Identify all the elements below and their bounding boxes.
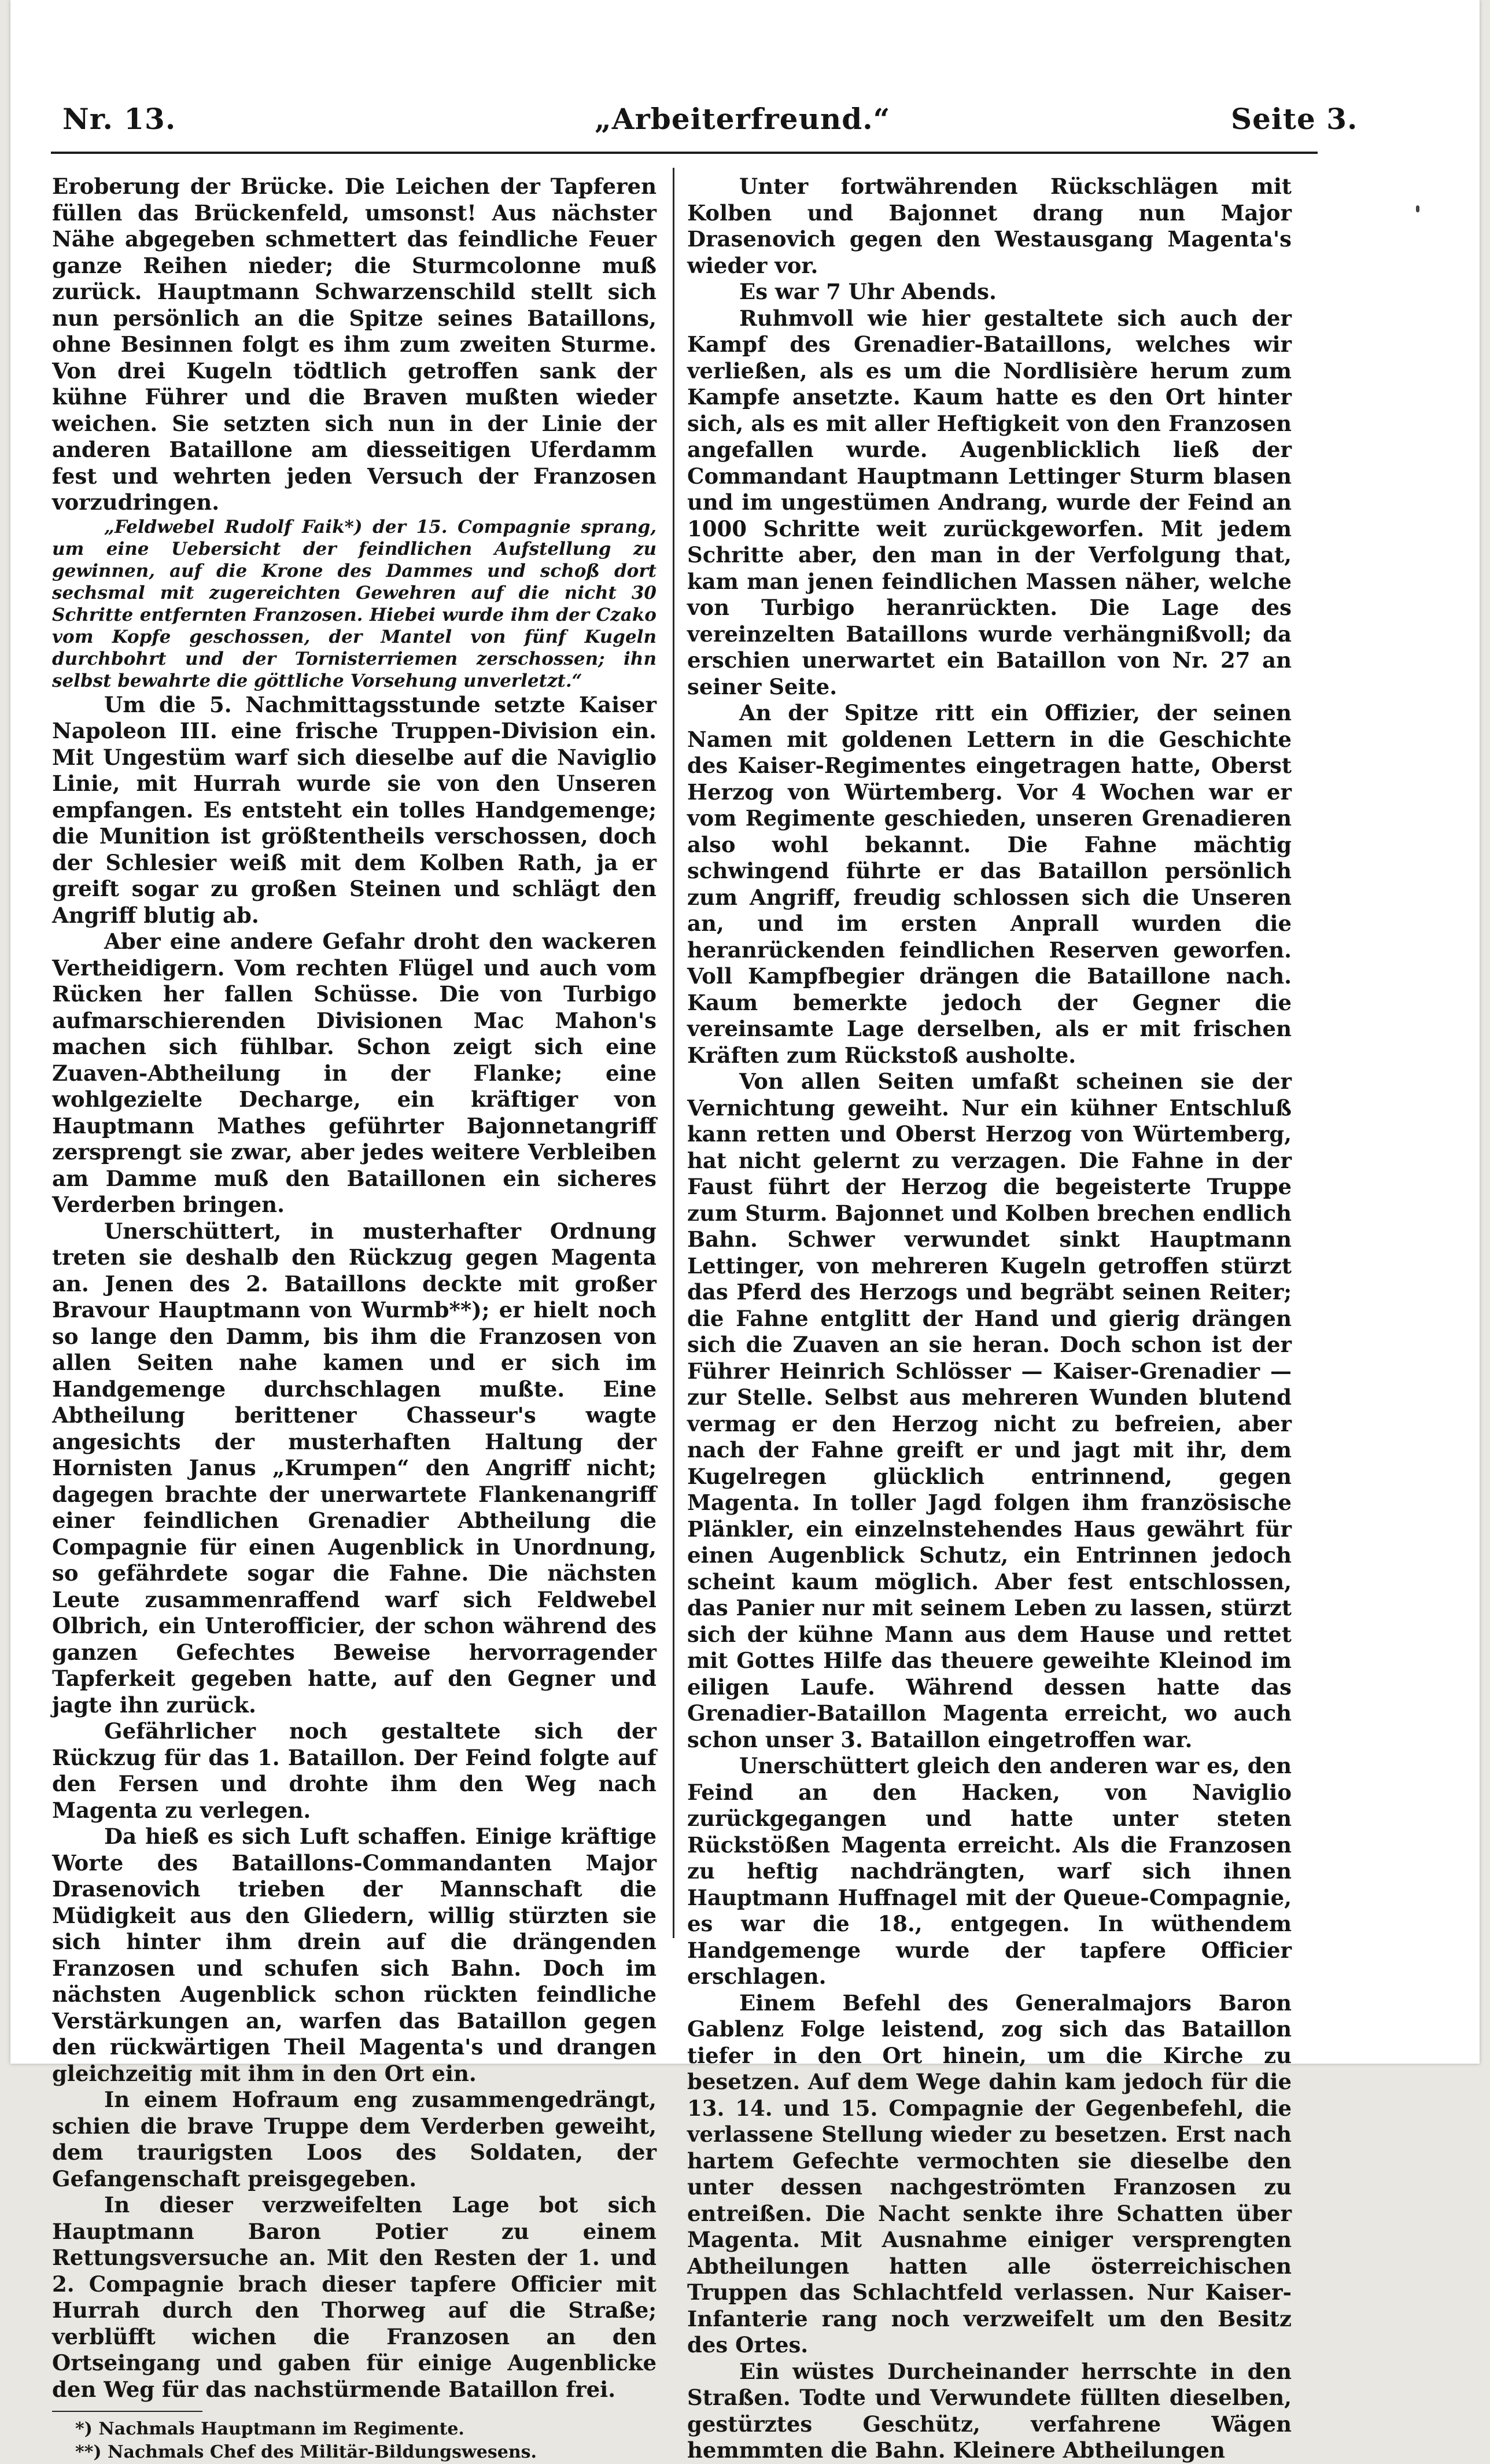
paragraph: Unter fortwährenden Rückschlägen mit Kolben und Bajonnet drang nun Major Drasenovich gegen den Westausgang Magenta's wieder vor. <box>687 174 1292 278</box>
paragraph: Ruhmvoll wie hier gestaltete sich auch der Kampf des Grenadier-Bataillons, welches wir verließen, als es um die Nordlisière herum zum Kampfe ansetzte. Kaum hatte es den Ort hinter sich, als es mit aller Heftigkeit von den Franzosen angefallen wurde. Augenblicklich ließ der Commandant Hauptmann Lettinger Sturm blasen und im ungestümen Andrang, wurde der Feind an 1000 Schritte weit zurückgeworfen. Mit jedem Schritte aber, den man in der Verfolgung that, kam man jenen feindlichen Massen näher, welche von Turbigo heranrückten. Die Lage des vereinzelten Bataillons wurde verhängnißvoll; da erschien unerwartet ein Bataillon von Nr. 27 an seiner Seite. <box>687 305 1292 699</box>
paragraph: Um die 5. Nachmittagsstunde setzte Kaiser Napoleon III. eine frische Truppen-Division ein. Mit Ungestüm warf sich dieselbe auf die Naviglio Linie, mit Hurrah wurde sie von den Unseren empfangen. Es entsteht ein tolles Handgemenge; die Munition ist größtentheils verschossen, doch der Schlesier weiß mit dem Kolben Rath, ja er greift sogar zu großen Steinen und schlägt den Angriff blutig ab. <box>52 691 657 928</box>
page-number: Seite 3. <box>1231 102 1358 136</box>
right-column <box>687 174 1292 2464</box>
paragraph: Aber eine andere Gefahr droht den wackeren Vertheidigern. Vom rechten Flügel und auch vom Rücken her fallen Schüsse. Die von Turbigo aufmarschierenden Divisionen Mac Mahon's machen sich fühlbar. Schon zeigt sich eine Zuaven-Abtheilung in der Flanke; eine wohlgezielte Decharge, ein kräftiger von Hauptmann Mathes geführter Bajonnetangriff zersprengt sie zwar, aber jedes weitere Verbleiben am Damme muß den Bataillonen ein sicheres Verderben bringen. <box>52 929 657 1217</box>
masthead-title: „Arbeiterfreund.“ <box>595 102 891 136</box>
paragraph: An der Spitze ritt ein Offizier, der seinen Namen mit goldenen Lettern in die Geschichte des Kaiser-Regimentes eingetragen hatte, Oberst Herzog von Würtemberg. Vor 4 Wochen war er vom Regimente geschieden, unseren Grenadieren also wohl bekannt. Die Fahne mächtig schwingend führte er das Bataillon persönlich zum Angriff, freudig schlossen sich die Unseren an, und im ersten Anprall wurden die heranrückenden feindlichen Reserven geworfen. Voll Kampfbegier drängen die Bataillone nach. Kaum bemerkte jedoch der Gegner die vereinsamte Lage derselben, als er mit frischen Kräften zum Rückstoß ausholte. <box>687 700 1292 1068</box>
paragraph: Einem Befehl des Generalmajors Baron Gablenz Folge leistend, zog sich das Bataillon tiefer in den Ort hinein, um die Kirche zu besetzen. Auf dem Wege dahin kam jedoch für die 13. 14. und 15. Compagnie der Gegenbefehl, die verlassene Stellung wieder zu besetzen. Erst nach hartem Gefechte vermochten sie dieselbe den unter dessen nachgeströmten Franzosen zu entreißen. Die Nacht senkte ihre Schatten über Magenta. Mit Ausnahme einiger versprengten Abtheilungen hatten alle österreichischen Truppen das Schlachtfeld verlassen. Nur Kaiser-Infanterie rang noch verzweifelt um den Besitz des Ortes. <box>687 1990 1292 2358</box>
paragraph: Da hieß es sich Luft schaffen. Einige kräftige Worte des Bataillons-Commandanten Major Drasenovich trieben der Mannschaft die Müdigkeit aus den Gliedern, willig stürzten sie sich hinter ihm drein auf die drängenden Franzosen und schufen sich Bahn. Doch im nächsten Augenblick schon rückten feindliche Verstärkungen an, warfen das Bataillon gegen den rückwärtigen Theil Magenta's und drangen gleichzeitig mit ihm in den Ort ein. <box>52 1824 657 2086</box>
header-rule <box>51 152 1318 154</box>
paragraph: Eroberung der Brücke. Die Leichen der Tapferen füllen das Brückenfeld, umsonst! Aus nächster Nähe abgegeben schmettert das feindliche Feuer ganze Reihen nieder; die Sturmcolonne muß zurück. Hauptmann Schwarzenschild stellt sich nun persönlich an die Spitze seines Bataillons, ohne Besinnen folgt es ihm zum zweiten Sturme. Von drei Kugeln tödtlich getroffen sank der kühne Führer und die Braven mußten wieder weichen. Sie setzten sich nun in der Linie der anderen Bataillone am diesseitigen Uferdamm fest und wehrten jeden Versuch der Franzosen vorzudringen. <box>52 174 657 515</box>
paragraph: In dieser verzweifelten Lage bot sich Hauptmann Baron Potier zu einem Rettungsversuche an. Mit den Resten der 1. und 2. Compagnie brach dieser tapfere Officier mit Hurrah durch den Thorweg auf die Straße; verblüfft wichen die Franzosen an den Ortseingang und gaben für einige Augenblicke den Weg für das nachstürmende Bataillon frei. <box>52 2192 657 2402</box>
paragraph: Von allen Seiten umfaßt scheinen sie der Vernichtung geweiht. Nur ein kühner Entschluß kann retten und Oberst Herzog von Würtemberg, hat nicht gelernt zu verzagen. Die Fahne in der Faust führt der Herzog die begeisterte Truppe zum Sturm. Bajonnet und Kolben brechen endlich Bahn. Schwer verwundet sinkt Hauptmann Lettinger, von mehreren Kugeln getroffen stürzt das Pferd des Herzogs und begräbt seinen Reiter; die Fahne entglitt der Hand und gierig drängen sich die Zuaven an sie heran. Doch schon ist der Führer Heinrich Schlösser — Kaiser-Grenadier — zur Stelle. Selbst aus mehreren Wunden blutend vermag er den Herzog nicht zu befreien, aber nach der Fahne greift er und jagt mit ihr, dem Kugelregen glücklich entrinnend, gegen Magenta. In toller Jagd folgen ihm französische Plänkler, ein einzelnstehendes Haus gewährt für einen Augenblick Schutz, ein Entrinnen jedoch scheint kaum möglich. Aber fest entschlossen, das Panier nur mit seinem Leben zu lassen, stürzt sich der kühne Mann aus dem Hause und rettet mit Gottes Hilfe das theuere geweihte Kleinod im eiligen Laufe. Während dessen hatte das Grenadier-Bataillon Magenta erreicht, wo auch schon unser 3. Bataillon eingetroffen war. <box>687 1069 1292 1752</box>
paragraph: Gefährlicher noch gestaltete sich der Rückzug für das 1. Bataillon. Der Feind folgte auf den Fersen und drohte ihm den Weg nach Magenta zu verlegen. <box>52 1718 657 1823</box>
time-line: Es war 7 Uhr Abends. <box>739 279 997 304</box>
paragraph: In einem Hofraum eng zusammengedrängt, schien die brave Truppe dem Verderben geweiht, dem traurigsten Loos des Soldaten, der Gefangenschaft preisgegeben. <box>52 2087 657 2192</box>
footnote-rule <box>52 2411 202 2412</box>
newspaper-page <box>10 0 1480 2463</box>
footnote: **) Nachmals Chef des Militär-Bildungswesens. <box>75 2442 537 2462</box>
quoted-paragraph: „Feldwebel Rudolf Faik*) der 15. Compagnie sprang, um eine Uebersicht der feindlichen Aufstellung zu gewinnen, auf die Krone des Dammes und schoß dort sechsmal mit zugereichten Gewehren auf die nicht 30 Schritte entfernten Franzosen. Hiebei wurde ihm der Czako vom Kopfe geschossen, der Mantel von fünf Kugeln durchbohrt und der Tornisterriemen zerschossen; ihn selbst bewahrte die göttliche Vorsehung unverletzt.“ <box>52 516 657 691</box>
paragraph: Unerschüttert gleich den anderen war es, den Feind an den Hacken, von Naviglio zurückgegangen und hatte unter steten Rückstößen Magenta erreicht. Als die Franzosen zu heftig nachdrängten, warf sich ihnen Hauptmann Huffnagel mit der Queue-Compagnie, es war die 18., entgegen. In wüthendem Handgemenge wurde der tapfere Officier erschlagen. <box>687 1753 1292 1989</box>
left-column <box>52 174 657 2464</box>
paragraph: Unerschüttert, in musterhafter Ordnung treten sie deshalb den Rückzug gegen Magenta an. Jenen des 2. Bataillons deckte mit großer Bravour Hauptmann von Wurmb**); er hielt noch so lange den Damm, bis ihm die Franzosen von allen Seiten nahe kamen und er sich im Handgemenge durchschlagen mußte. Eine Abtheilung berittener Chasseur's wagte angesichts der musterhaften Haltung der Hornisten Janus „Krumpen“ den Angriff nicht; dagegen brachte der unerwartete Flankenangriff einer feindlichen Grenadier Abtheilung die Compagnie für einen Augenblick in Unordnung, so gefährdete sogar die Fahne. Die nächsten Leute zusammenraffend warf sich Feldwebel Olbrich, ein Unterofficier, der schon während des ganzen Gefechtes Beweise hervorragender Tapferkeit gegeben hatte, auf den Gegner und jagte ihn zurück. <box>52 1218 657 1718</box>
issue-number: Nr. 13. <box>62 102 176 136</box>
column-divider <box>673 168 674 1938</box>
footnote: *) Nachmals Hauptmann im Regimente. <box>75 2419 464 2439</box>
paragraph: Ein wüstes Durcheinander herrschte in den Straßen. Todte und Verwundete füllten dieselben, gestürztes Geschütz, verfahrene Wägen hemmmten die Bahn. Kleinere Abtheilungen <box>687 2358 1292 2463</box>
print-speck <box>1416 205 1419 212</box>
